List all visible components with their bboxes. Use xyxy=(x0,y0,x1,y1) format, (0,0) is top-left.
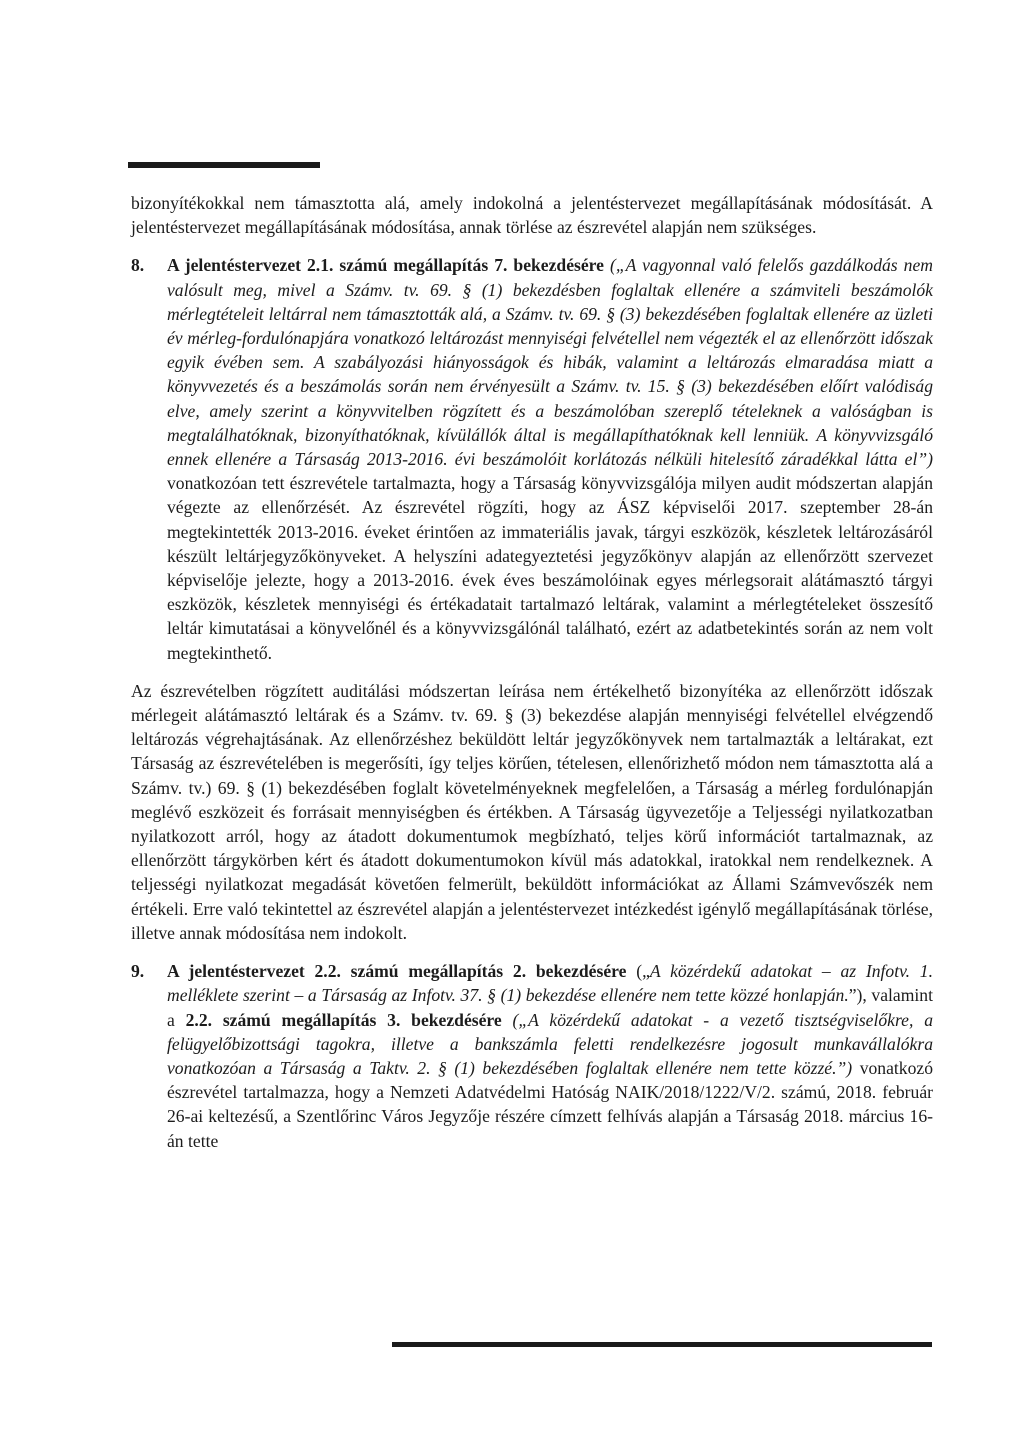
item-8 xyxy=(131,253,933,664)
item-body xyxy=(167,253,933,664)
response-paragraph: Az észrevételben rögzített auditálási módszertan leírása nem értékelhető bizonyítéka az ellenőrzött időszak mérlegeit alátámasztó leltárak és a Számv. tv. 69. § (3) bekezdése alapján mennyiségi felvétellel elvégzendő leltározás végrehajtásának. Az ellenőrzéshez beküldött leltár jegyzőkönyvek nem tartalmazták a leltárakat, ezt Társaság az észrevételében is megerősíti, így teljes körűen, tételesen, ellenőrizhető módon nem támasztotta alá a Számv. tv.) 69. § (1) bekezdésében foglalt követelményeknek megfelelően, a Társaság a mérleg fordulónapján meglévő eszközeit és forrásait mennyiségben és értékben. A Társaság ügyvezetője a Teljességi nyilatkozatban nyilatkozott arról, hogy az átadott dokumentumok megbízható, teljes körű információt tartalmaznak, az ellenőrzött tárgykörben kért és átadott dokumentumokon kívül más adatokkal, iratokkal nem rendelkeznek. A teljességi nyilatkozat megadását követően felmerült, beküldött információkat az Állami Számvevőszék nem értékeli. Erre való tekintettel az észrevétel alapján a jelentéstervezet intézkedést igénylő megállapításának törlése, illetve annak módosítása nem indokolt. xyxy=(131,680,933,943)
intro-paragraph: bizonyítékokkal nem támasztotta alá, amely indokolná a jelentéstervezet megállapításának módosítását. A jelentéstervezet megállapításának módosítása, annak törlése az észrevétel alapján nem szükséges. xyxy=(131,193,933,238)
item-text: vonatkozóan tett észrevétele tartalmazta, hogy a Társaság könyvvizsgálója milyen audit módszertan alapján végezte az ellenőrzését. Az észrevétel rögzíti, hogy az ÁSZ képviselői 2017. szeptember 28-án megtekintették 2013-2016. éveket érintően az immateriális javak, tárgyi eszközök, készletek leltározásáról készült leltárjegyzőkönyveket. A helyszíni adategyeztetési jegyzőkönyv alapján az ellenőrzött szervezet képviselője jelezte, hogy a 2013-2016. évek éves beszámolóinak egyes mérlegsorait alátámasztó tárgyi eszközök, készletek mennyiségi és értékadatait tartalmazó leltárak, valamint a mérlegtételeket összesítő leltár kimutatásai a könyvelőnél és a könyvvizsgálónál található, ezért az adatbetekintés során az nem volt megtekinthető. xyxy=(167,473,933,663)
item-quote: („A vagyonnal való felelős gazdálkodás nem valósult meg, mivel a Számv. tv. 69. § (1) bekezdésben foglaltak ellenére a számviteli beszámolók mérlegtételeit leltárral nem támasztották alá, a Számv. tv. 69. § (3) bekezdésében foglaltak ellenére az üzleti év mérleg-fordulónapjára vonatkozó leltározást mennyiségi felvétellel nem végezték el az ellenőrzött időszak egyik évében sem. A szabályozási hiányosságok és hibák, valamint a leltározás elmaradása miatt a könyvvezetés és a beszámolás során nem érvényesült a Számv. tv. 15. § (3) bekezdésében előírt valódiság elve, amely szerint a könyvvitelben rögzített és a beszámolóban szereplő tételeknek a valóságban is megtalálhatóknak, bizonyíthatóknak, kívülállók által is megállapíthatóknak kell lenniük. A könyvvizsgáló ennek ellenére a Társaság 2013-2016. évi beszámolóit korlátozás nélküli hitelesítő záradékkal látta el”) xyxy=(167,255,933,470)
page-body xyxy=(131,191,933,1167)
item-body xyxy=(167,959,933,1153)
item-lead: A jelentéstervezet 2.1. számú megállapítás 7. bekezdésére xyxy=(167,255,604,276)
item-quote: A közérdekű adatokat – az Infotv. 1. melléklete szerint – a Társaság az Infotv. 37. § (1) bekezdése ellenére nem tette közzé honlapján. xyxy=(167,961,933,1006)
header-rule xyxy=(128,162,320,168)
item-text: vonatkozó észrevétel tartalmazza, hogy a Nemzeti Adatvédelmi Hatóság NAIK/2018/1222/V/2. számú, 2018. február 26-ai keltezésű, a Szentlőrinc Város Jegyzője részére címzett felhívás alapján a Társaság 2018. március 16-án tette xyxy=(167,1057,933,1151)
item-number: 8. xyxy=(131,255,145,276)
item-quote-open: („ xyxy=(626,961,650,982)
item-number: 9. xyxy=(131,961,145,982)
footer-rule xyxy=(392,1342,932,1347)
item-lead: A jelentéstervezet 2.2. számú megállapítás 2. bekezdésére xyxy=(167,961,627,982)
item-quote-2: („A közérdekű adatokat - a vezető tisztségviselőkre, a felügyelőbizottsági tagokra, illetve a bankszámla feletti rendelkezésre jogosult munkavállalókra vonatkozóan a Társaság a Taktv. 2. § (1) bekezdésében foglaltak ellenére nem tette közzé.”) xyxy=(167,1009,933,1078)
item-9 xyxy=(131,959,933,1153)
item-quote-close: ”), valamint a xyxy=(167,985,933,1030)
item-lead-2: 2.2. számú megállapítás 3. bekezdésére xyxy=(185,1009,502,1030)
